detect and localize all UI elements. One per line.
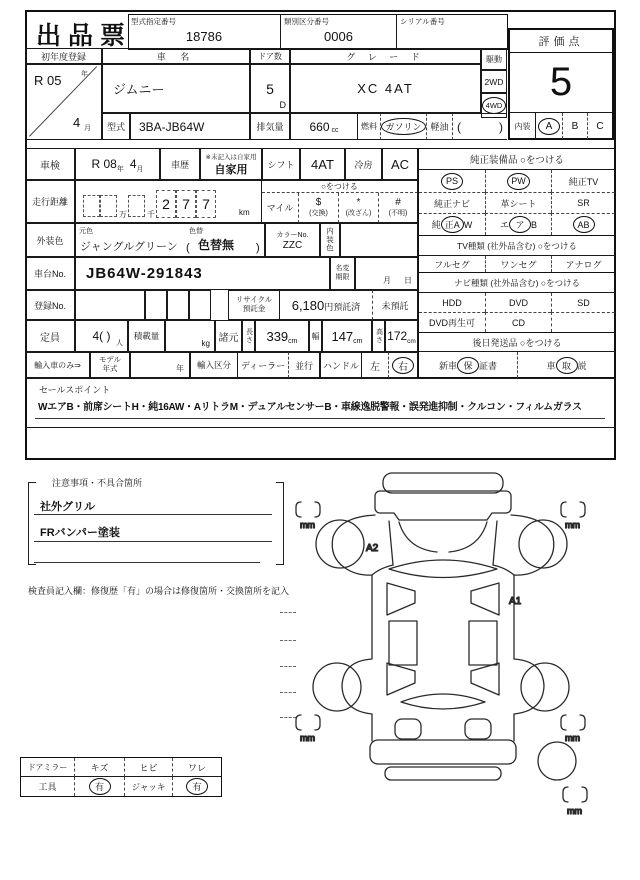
reg-no-label: 登録No.	[25, 290, 75, 320]
tools-doormirror: ドアミラー	[21, 758, 74, 777]
reg-no-box	[167, 290, 189, 320]
spec-width-label-cell: 幅	[309, 320, 322, 352]
serial-cell	[396, 14, 508, 50]
color-no-cell	[265, 223, 320, 257]
name-change-label: 名変 期限	[330, 257, 355, 290]
classification-value: 0006	[324, 29, 353, 44]
model-designation-label: 型式指定番号	[131, 17, 176, 26]
mileage-man-unit: 万	[119, 210, 127, 219]
notes-underline-3	[34, 562, 260, 563]
notes-bracket-right	[276, 482, 284, 565]
equip-sr: SR	[551, 192, 615, 213]
doors-value: 5	[266, 80, 274, 97]
tv-type-title: TV種類 (社外品含む) ○をつける	[419, 235, 615, 256]
fuel-gasoline: ガソリン	[380, 113, 426, 140]
inspection-label: 車検	[25, 148, 75, 180]
capacity-label: 定員	[25, 320, 75, 352]
int-color-label-cell	[320, 223, 340, 257]
spec-height-label-cell: 高さ	[372, 320, 385, 352]
fuel-other-cell	[452, 113, 507, 140]
navi-type-title: ナビ種類 (社外品含む) ○をつける	[419, 272, 615, 293]
svg-text:mm: mm	[300, 733, 315, 743]
interior-grade-b: B	[562, 113, 587, 139]
reg-no-box	[75, 290, 145, 320]
inspector-note: 検査員記入欄：修復歴「有」の場合は修復箇所・交換箇所を記入	[28, 586, 290, 596]
first-reg-year-unit: 年	[81, 71, 88, 78]
mileage-label: 走行距離	[25, 180, 75, 223]
measure-bracket-front-left	[296, 502, 320, 530]
spare-tire	[538, 742, 576, 780]
tools-jack-label: ジャッキ	[124, 777, 172, 796]
odometer-flag-exchange: $ (交換)	[298, 193, 338, 223]
odometer-flag-unknown: # (不明)	[378, 193, 418, 223]
front-bumper	[383, 473, 503, 493]
load-cell	[165, 320, 215, 352]
import-dealer: ディーラー	[238, 352, 288, 378]
tools-crack: ヒビ	[124, 758, 172, 777]
mileage-digit: 7	[176, 190, 196, 218]
interior-grade-c: C	[587, 113, 612, 139]
ship-manual: 車 取 説	[517, 352, 615, 378]
damage-mark-a1: A1	[509, 596, 522, 607]
name-change-day: 日	[404, 276, 412, 285]
interior-grade-row	[510, 112, 612, 138]
history-note: ※未記入は自家用	[205, 153, 257, 161]
mileage-box-empty	[100, 195, 117, 217]
rear-bumper	[370, 740, 516, 764]
mileage-digit: 7	[196, 190, 216, 218]
import-only-label: 輸入車のみ⇒	[25, 352, 90, 378]
tv-oneseg: ワンセグ	[485, 256, 551, 272]
inspection-value: R 08	[91, 157, 117, 171]
model-year-cell: 年	[130, 352, 190, 378]
serial-label: シリアル番号	[400, 17, 445, 26]
tools-tool-label: 工具	[38, 782, 57, 792]
paren-close: )	[499, 119, 503, 134]
tools-jack-yes: 有	[172, 777, 221, 796]
model-designation-cell	[128, 14, 280, 50]
navi-dvd: DVD	[485, 293, 551, 312]
sales-point-row	[25, 378, 616, 428]
measure-bracket-rear-right	[561, 715, 585, 743]
doors-cell	[250, 64, 290, 113]
rear-step	[385, 767, 501, 780]
displacement-label: 排気量	[250, 113, 290, 140]
history-cell	[200, 148, 262, 180]
mileage-box-empty	[128, 195, 145, 217]
windshield	[389, 560, 497, 578]
equip-airbag: エ ア B	[485, 213, 551, 235]
svg-text:mm: mm	[567, 806, 582, 816]
notes-title: 注意事項・不具合箇所	[48, 476, 146, 489]
int-color-label: 内装色	[325, 227, 335, 253]
displacement-value: 660	[309, 119, 330, 134]
evaluation-label: 評価点	[510, 30, 612, 53]
classification-cell	[280, 14, 396, 50]
equip-navi: 純正ナビ	[419, 192, 485, 213]
spec-width-cell: 147 cm	[322, 320, 372, 352]
grade-value: XC 4AT	[290, 64, 481, 113]
car-name-label: 車 名	[102, 48, 250, 64]
sales-point-underline	[35, 418, 605, 419]
first-reg-month-unit: 月	[84, 125, 91, 132]
classification-label: 類別区分番号	[284, 17, 329, 26]
ext-color-label: 外装色	[25, 223, 75, 257]
notes-underline-1	[34, 514, 272, 515]
equip-ps: PS	[419, 170, 485, 192]
tools-scratch: キズ	[74, 758, 124, 777]
navi-hdd: HDD	[442, 297, 462, 308]
equip-aw: 純 正A W	[419, 213, 485, 235]
color-no-label: カラーNo.	[276, 231, 309, 239]
first-reg-label: 初年度登録	[25, 48, 102, 64]
tools-break: ワレ	[172, 758, 221, 777]
spec-length-cell: 339 cm	[255, 320, 309, 352]
model-year-label: モデル 年式	[90, 352, 130, 378]
inspection-cell	[75, 148, 160, 180]
cooling-label: 冷房	[345, 148, 382, 180]
name-change-month: 月	[383, 276, 391, 285]
color-change-value: 色替無	[198, 238, 235, 252]
evaluation-score: 5	[549, 60, 573, 104]
spec-length-label-cell: 長さ	[242, 320, 255, 352]
recycle-deposited: 6,180 円預託済	[280, 290, 372, 320]
capacity-cell	[75, 320, 128, 352]
import-category-label: 輸入区分	[190, 352, 238, 378]
shift-value: 4AT	[300, 148, 345, 180]
mileage-box-empty	[83, 195, 100, 217]
history-label: 車歴	[160, 148, 200, 180]
measure-bracket-spare	[563, 787, 587, 816]
left-body-side	[342, 575, 372, 741]
capacity-value: 4( )	[92, 329, 111, 343]
notes-line-2: FRバンパー塗装	[40, 527, 120, 539]
ship-title: 後日発送品 ○をつける	[419, 332, 615, 352]
model-value: 3BA-JB64W	[130, 113, 250, 140]
mileage-digit: 2	[156, 190, 176, 218]
odometer-flag-tampered: * (改ざん)	[338, 193, 378, 223]
form-title: 出品票	[35, 22, 132, 50]
fuel-label: 燃料	[358, 113, 380, 140]
notes-bracket-left	[28, 482, 36, 565]
doors-label: ドア数	[250, 48, 290, 64]
measure-bracket-rear-left	[296, 715, 320, 743]
car-top-view-diagram	[285, 465, 620, 820]
import-parallel: 並行	[288, 352, 320, 378]
model-designation-value: 18786	[185, 29, 223, 44]
color-change-close: )	[256, 242, 260, 254]
front-panel	[375, 491, 511, 520]
sales-point-value: WエアB・前席シートH・純16AW・AリトラM・デュアルセンサーB・車線逸脱警報・誤発進抑制・クルコン・フィルムガラス	[38, 402, 582, 413]
chassis-label: 車台No.	[25, 257, 75, 290]
chassis-value: JB64W-291843	[75, 257, 330, 290]
fuel-diesel: 軽油	[426, 113, 452, 140]
equip-tv: 純正TV	[551, 170, 615, 192]
inspection-month-unit: 月	[136, 166, 144, 173]
orig-color-label: 元色	[79, 228, 93, 235]
color-change-open: (	[186, 242, 190, 254]
odometer-flag-note: ○をつける	[262, 180, 418, 193]
history-value: 自家用	[214, 163, 248, 176]
reg-no-box	[189, 290, 211, 320]
svg-text:mm: mm	[300, 520, 315, 530]
int-color-value	[340, 223, 418, 257]
drive-2wd: 2WD	[481, 70, 507, 93]
recycle-label: リサイクル 預託金	[228, 290, 280, 320]
handle-left: 左	[362, 352, 388, 378]
interior-grade-label: 内装	[510, 113, 536, 139]
mileage-cell	[75, 180, 262, 223]
tools-tool-yes: 有	[74, 777, 124, 796]
name-change-date-cell	[355, 257, 418, 290]
orig-color-value: ジャングルグリーン	[80, 241, 178, 253]
inspection-month: 4	[129, 157, 137, 171]
navi-sd: SD	[551, 293, 615, 312]
mileage-sen-unit: 千	[147, 210, 155, 219]
measure-bracket-front-right	[561, 502, 585, 530]
interior-grade-a: A	[536, 113, 562, 139]
front-right-wheel	[519, 520, 567, 568]
handle-label: ハンドル	[320, 352, 362, 378]
drive-4wd: 4WD	[481, 93, 507, 118]
equipment-title: 純正装備品 ○をつける	[419, 149, 615, 170]
notes-line-1: 社外グリル	[40, 501, 95, 513]
navi-empty	[551, 312, 615, 332]
tv-analog: アナログ	[551, 256, 615, 272]
color-change-label: 色替	[189, 228, 203, 235]
equip-abs: AB	[551, 213, 615, 235]
capacity-unit: 人	[116, 340, 123, 347]
grade-label: グ レ ー ド	[290, 48, 481, 64]
spec-label: 諸元	[215, 320, 242, 352]
svg-text:mm: mm	[565, 520, 580, 530]
drive-label: 駆動	[481, 48, 507, 70]
equip-pw: PW	[485, 170, 551, 192]
car-name-value: ジムニー	[102, 64, 250, 113]
notes-underline-2	[34, 541, 272, 542]
displacement-unit: cc	[331, 127, 339, 134]
load-unit: kg	[201, 339, 210, 348]
svg-text:mm: mm	[565, 733, 580, 743]
first-reg-value: R 05	[34, 73, 62, 88]
first-reg-month: 4	[73, 115, 81, 130]
damage-mark-a2: A2	[366, 543, 379, 554]
tv-fullseg: フルセグ	[434, 259, 470, 270]
spec-height-cell: 172 cm	[385, 320, 418, 352]
ship-warranty: 新車 保 証書	[419, 352, 517, 378]
sales-point-label: セールスポイント	[39, 385, 111, 395]
navi-dvd-play: DVD再生可	[419, 312, 485, 332]
handle-right: 右	[388, 352, 418, 378]
inspection-year-unit: 年	[116, 166, 124, 173]
model-label: 型式	[102, 113, 130, 140]
paren-open: (	[457, 119, 461, 134]
shift-label: シフト	[262, 148, 300, 180]
odometer-mile: マイル	[262, 193, 298, 223]
equip-leather: 革シート	[485, 192, 551, 213]
recycle-not-deposited: 未預託	[372, 290, 418, 320]
mileage-km-unit: km	[239, 208, 250, 217]
reg-no-box	[145, 290, 167, 320]
displacement-cell	[290, 113, 358, 140]
doors-suffix: D	[279, 100, 286, 110]
rear-right-wheel	[521, 663, 569, 711]
color-no-value: ZZC	[282, 239, 303, 251]
ext-color-cell	[75, 223, 265, 257]
rear-window	[401, 694, 485, 709]
navi-cd: CD	[485, 312, 551, 332]
load-label: 積載量	[128, 320, 165, 352]
rear-left-wheel	[313, 663, 361, 711]
cooling-value: AC	[382, 148, 418, 180]
